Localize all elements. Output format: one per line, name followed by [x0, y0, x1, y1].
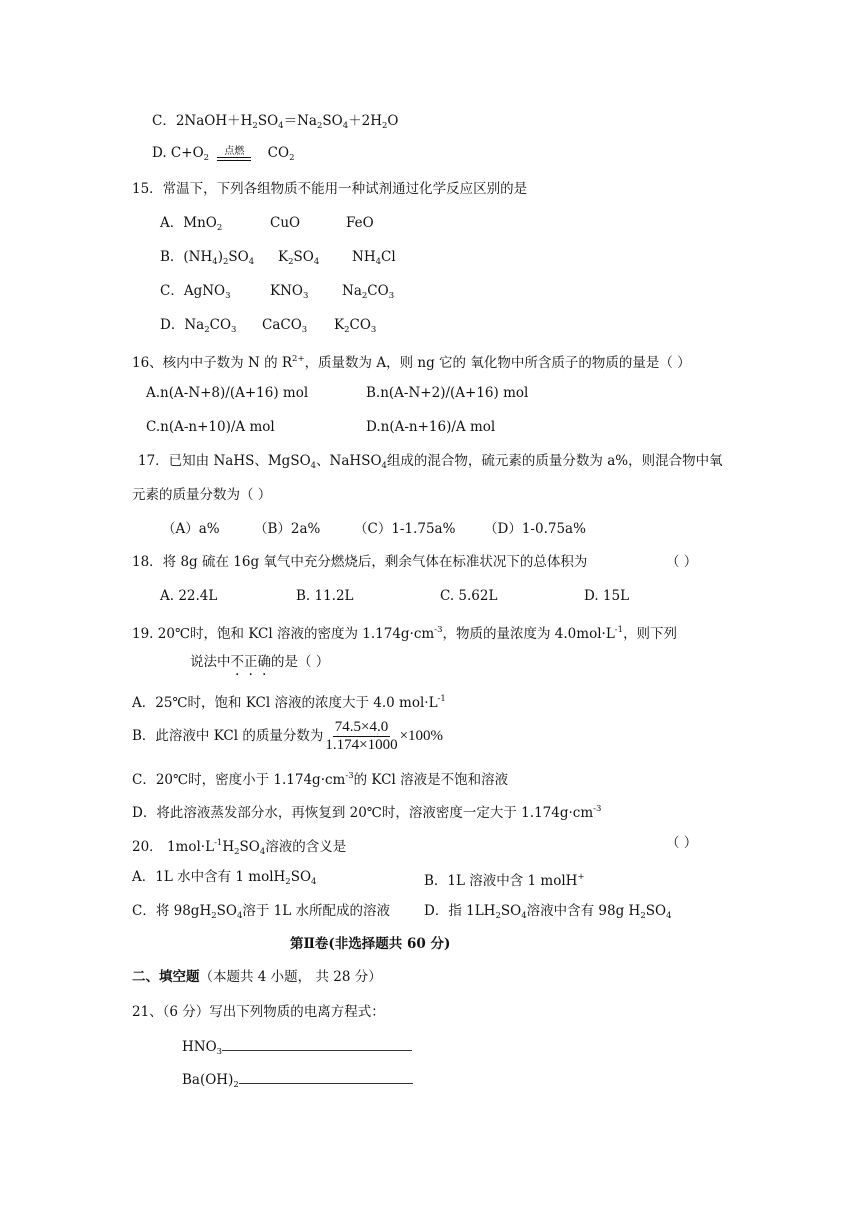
q16-stem: 16、核内中子数为 N 的 $R^{2+}$，质量数为 A，则 ng 它的 氧化物中所含质子的物质的量是（ ）: [132, 354, 691, 371]
q20-stem: 20． $1mol\cdot L^{-1}H_2SO_4$溶液的含义是: [132, 838, 347, 857]
q20-answer-paren: （ ）: [666, 835, 698, 851]
q20-option-b: B．1L 溶液中含 1 molH+: [424, 872, 585, 889]
q15-option-b: B．$(NH_4)_2SO_4$ $K_2SO_4$ $NH_4Cl$: [160, 249, 396, 267]
q18-answer-paren: （ ）: [666, 554, 698, 570]
q19-option-a: A．25℃时，饱和 KCl 溶液的浓度大于 4.0 $mol\cdot L^{-1}$: [132, 694, 446, 711]
q19-stem: 19. 20℃时，饱和 KCl 溶液的密度为 $1.174g\cdot cm^{-3}$，物质的量浓度为 $4.0mol\cdot L^{-1}$，则下列: [132, 625, 678, 642]
q17-option-b: （B）2a%: [254, 521, 321, 537]
q21-item-baoh2: $Ba(OH)_2$: [182, 1071, 413, 1094]
q16-option-a: A.n(A-N+8)/(A+16) mol: [146, 385, 309, 401]
q21-stem: 21、（6 分）写出下列物质的电离方程式：: [132, 1004, 385, 1020]
reaction-condition: 点燃: [217, 147, 251, 161]
answer-blank[interactable]: [222, 1038, 412, 1051]
q16-option-d: D.n(A-n+16)/A mol: [366, 419, 496, 435]
q15-option-c: C．AgNO$_3$ $KNO_3$ $Na_2CO_3$: [160, 283, 395, 301]
q20-option-c: C．将 $98gH_2SO_4$溶于 1L 水所配成的溶液: [132, 903, 391, 921]
q18-option-b: B. 11.2L: [296, 588, 354, 604]
q16-option-c: C.n(A-n+10)/A mol: [146, 419, 275, 435]
q16-option-b: B.n(A-N+2)/(A+16) mol: [366, 385, 529, 401]
q14-option-d: D. $C+O_2$ 点燃 $CO_2$: [152, 145, 295, 163]
q15-option-d: D．$Na_2CO_3$ CaCO$_3$ $K_2CO_3$: [160, 317, 377, 335]
q17-stem: 17．已知由 NaHS、MgSO$_4$、NaHSO$_4$组成的混合物，硫元素的质量分数为 a%，则混合物中氧: [138, 453, 723, 471]
q14-option-c: C．$2NaOH+H_2SO_4=Na_2SO_4+2H_2O$: [152, 113, 399, 131]
q18-option-c: C. 5.62L: [440, 588, 498, 604]
q19-option-b: B．此溶液中 KCl 的质量分数为 $\frac{74.5\times 4.0}{1.174\times 1000}$ ×100%: [132, 719, 444, 753]
q19-stem-line2: 说法中不正确的是（ ）: [190, 654, 330, 670]
q18-option-a: A. 22.4L: [160, 588, 218, 604]
q19-option-d: D．将此溶液蒸发部分水，再恢复到 20℃时，溶液密度一定大于 $1.174g\cdot cm^{-3}$: [132, 804, 602, 821]
q17-option-d: （D）1-0.75a%: [484, 521, 586, 537]
q21-item-hno3: $HNO_3$: [182, 1038, 412, 1061]
section-subtitle: 二、填空题（本题共 4 小题， 共 28 分）: [132, 969, 382, 985]
q17-option-c: （C）1-1.75a%: [354, 521, 456, 537]
q15-option-a: A．MnO$_2$ CuO FeO: [160, 215, 374, 233]
q15-stem: 15．常温下，下列各组物质不能用一种试剂通过化学反应区别的是: [132, 181, 528, 197]
q18-stem: 18．将 8g 硫在 16g 氧气中充分燃烧后，剩余气体在标准状况下的总体积为: [132, 554, 588, 570]
mass-fraction-formula: $\frac{74.5\times 4.0}{1.174\times 1000}$: [325, 719, 398, 753]
answer-blank[interactable]: [239, 1071, 413, 1084]
q20-option-d: D．指 $1LH_2SO_4$溶液中含有 98g $H_2SO_4$: [424, 903, 672, 921]
q17-option-a: （A）a%: [162, 521, 220, 537]
section-title: 第Ⅱ卷(非选择题共 60 分): [290, 936, 451, 952]
q20-option-a: A．1L 水中含有 1 $molH_2SO_4$: [132, 869, 317, 887]
q19-option-c: C．20℃时，密度小于 $1.174g\cdot cm^{-3}$的 KCl 溶液是不饱和溶液: [132, 771, 509, 788]
q18-option-d: D. 15L: [584, 588, 630, 604]
q17-stem-line2: 元素的质量分数为（ ）: [132, 487, 272, 503]
